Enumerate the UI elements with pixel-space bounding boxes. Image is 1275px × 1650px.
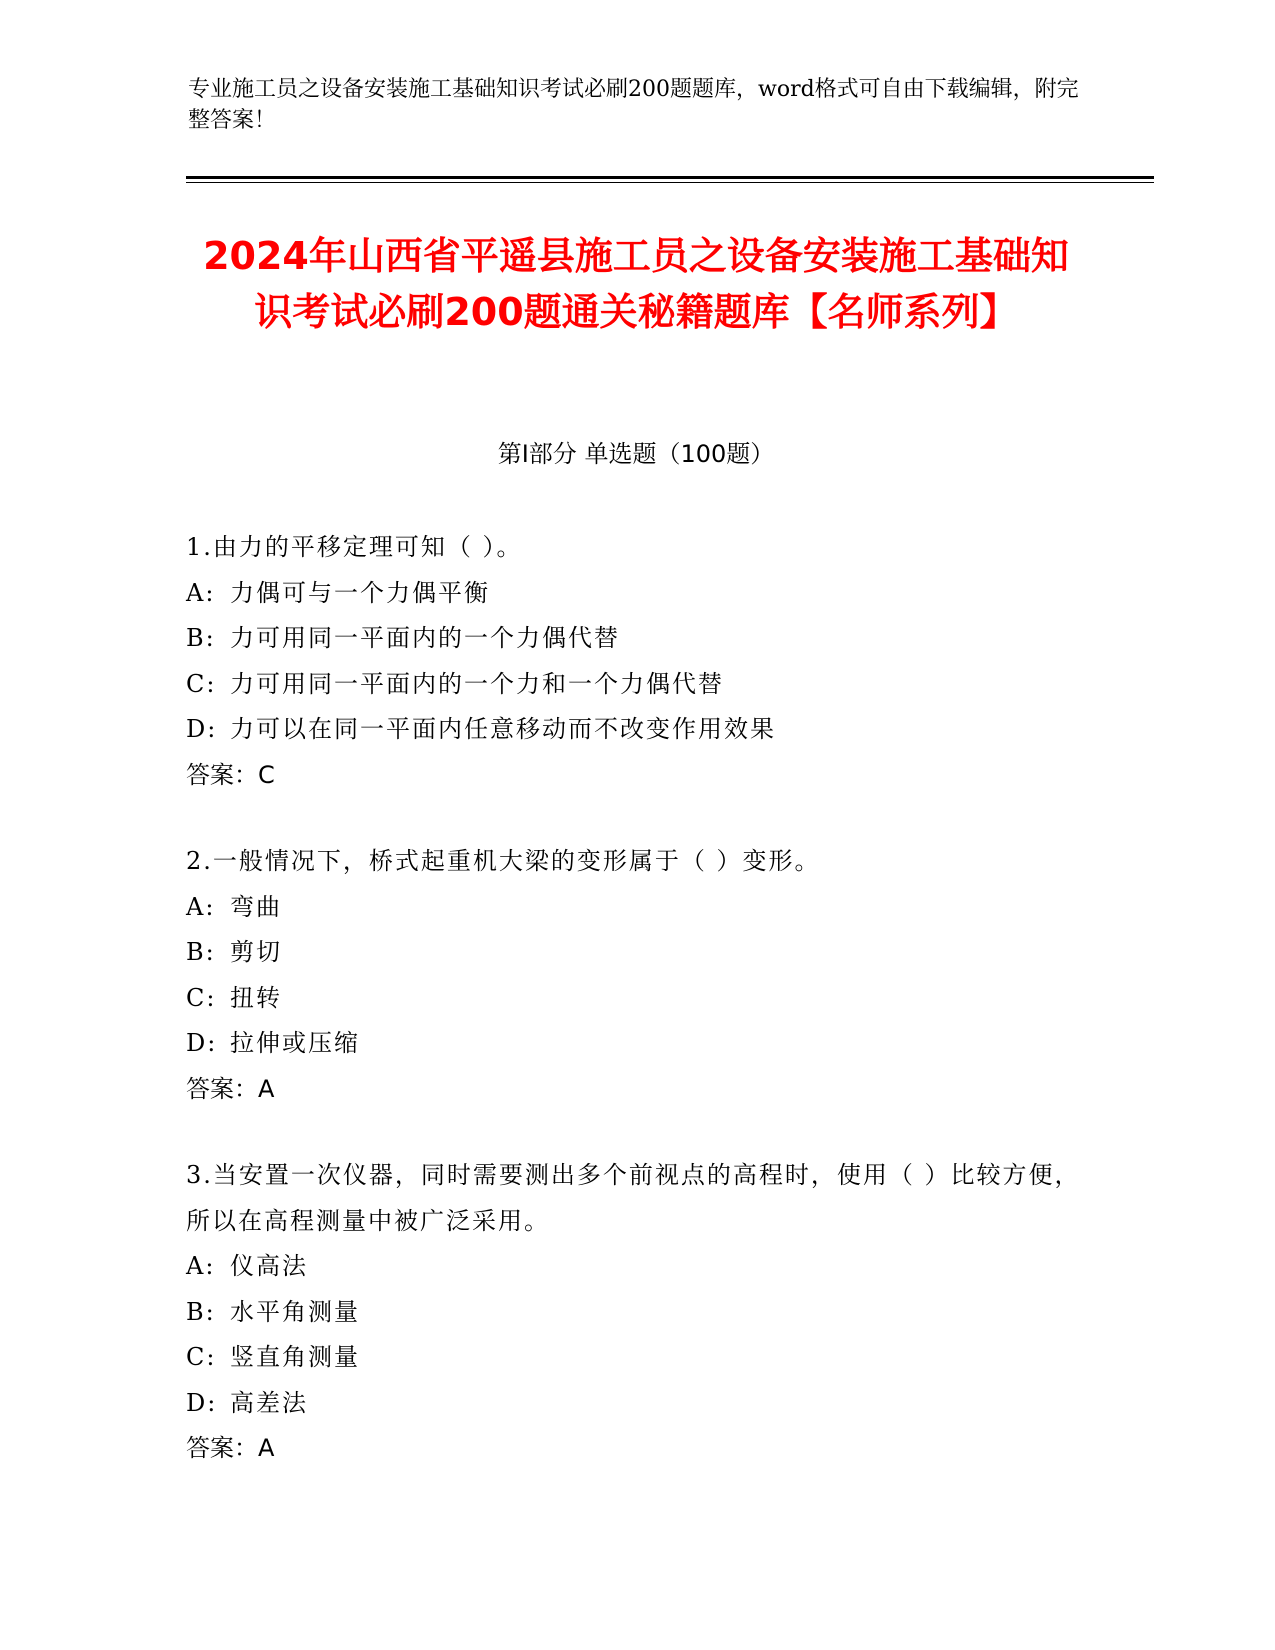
option-a — [186, 885, 1086, 931]
question-3 — [186, 1153, 1086, 1472]
option-text: 拉伸或压缩 — [230, 1029, 360, 1057]
question-text: 2.一般情况下，桥式起重机大梁的变形属于（ ）变形。 — [186, 847, 821, 875]
question-text: 3.当安置一次仪器，同时需要测出多个前视点的高程时，使用（ ）比较方便，所以在高程测量中被广泛采用。 — [186, 1161, 1081, 1235]
question-text: 1.由力的平移定理可知（ ）。 — [186, 533, 523, 561]
question-2 — [186, 839, 1086, 1112]
option-label: A: — [186, 1252, 216, 1280]
option-text: 竖直角测量 — [230, 1343, 360, 1371]
header-note: 专业施工员之设备安装施工基础知识考试必刷200题题库，word格式可自由下载编辑，附完整答案！ — [188, 77, 1079, 133]
option-c — [186, 1335, 1086, 1381]
option-c — [186, 976, 1086, 1022]
question-list — [186, 525, 1086, 1513]
option-text: 弯曲 — [230, 892, 282, 921]
answer: 答案：C — [186, 760, 275, 789]
answer: 答案：A — [186, 1434, 275, 1462]
option-text: 水平角测量 — [230, 1297, 360, 1326]
option-label: D: — [186, 715, 218, 743]
option-label: C: — [186, 983, 217, 1012]
option-label: D: — [186, 1388, 218, 1417]
option-b — [186, 930, 1086, 976]
option-text: 扭转 — [230, 983, 282, 1012]
option-label: C: — [186, 669, 217, 698]
option-label: D: — [186, 1029, 218, 1057]
option-label: B: — [186, 938, 216, 966]
option-d — [186, 1381, 1086, 1427]
option-d — [186, 707, 1086, 753]
header-divider-thin — [186, 182, 1154, 183]
option-a — [186, 571, 1086, 617]
option-text: 力可用同一平面内的一个力偶代替 — [230, 624, 620, 652]
option-c — [186, 662, 1086, 708]
document-title: 2024年山西省平遥县施工员之设备安装施工基础知识考试必刷200题通关秘籍题库【名师系列】 — [203, 234, 1069, 334]
answer: 答案：A — [186, 1074, 275, 1103]
option-text: 高差法 — [230, 1388, 308, 1417]
option-label: B: — [186, 1297, 216, 1326]
question-1 — [186, 525, 1086, 798]
option-text: 剪切 — [230, 938, 282, 966]
option-text: 力偶可与一个力偶平衡 — [230, 578, 490, 607]
option-d — [186, 1021, 1086, 1067]
option-label: A: — [186, 892, 216, 921]
option-text: 仪高法 — [230, 1252, 308, 1280]
section-heading: 第Ⅰ部分 单选题（100题） — [497, 440, 775, 468]
option-label: C: — [186, 1343, 217, 1371]
header-divider-thick — [186, 176, 1154, 179]
option-text: 力可用同一平面内的一个力和一个力偶代替 — [230, 669, 724, 698]
option-text: 力可以在同一平面内任意移动而不改变作用效果 — [230, 715, 776, 743]
option-label: A: — [186, 578, 216, 607]
option-b — [186, 1290, 1086, 1336]
option-b — [186, 616, 1086, 662]
option-a — [186, 1244, 1086, 1290]
option-label: B: — [186, 624, 216, 652]
